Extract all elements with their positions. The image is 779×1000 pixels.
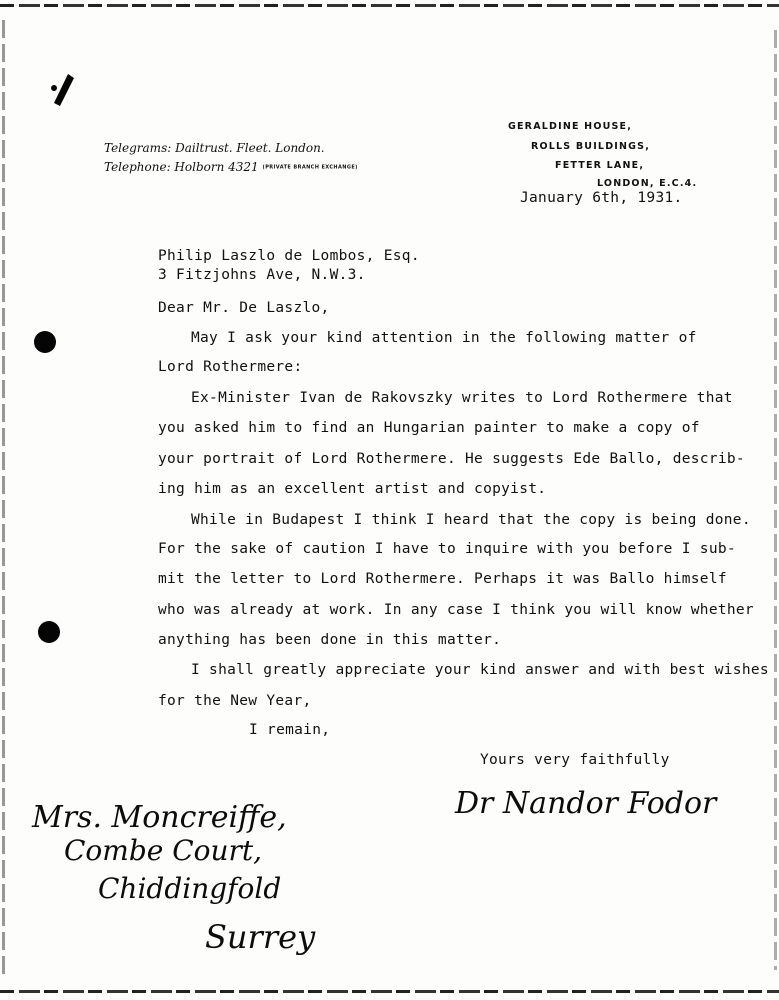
punch-hole-top [34,331,56,353]
signature: Dr Nandor Fodor [455,786,717,821]
letterhead-address-line: LONDON, E.C.4. [597,178,698,189]
recipient-address: 3 Fitzjohns Ave, N.W.3. [158,267,366,283]
body-line: ing him as an excellent artist and copyist. [158,481,547,497]
body-line: Lord Rothermere: [158,359,303,375]
scan-edge-bottom [0,990,779,993]
letterhead-address-line: GERALDINE HOUSE, [508,121,633,132]
body-line: mit the letter to Lord Rothermere. Perhaps it was Ballo himself [158,571,727,587]
scan-edge-right [774,30,777,970]
body-line: For the sake of caution I have to inquire with you before I sub- [158,541,736,557]
salutation: Dear Mr. De Laszlo, [158,300,330,316]
punch-hole-bottom [38,621,60,643]
letterhead-telephone-number: Telephone: Holborn 4321 [104,160,259,174]
body-line: I remain, [249,722,331,738]
handwritten-note-line: Combe Court, [64,834,263,867]
body-line: who was already at work. In any case I think you will know whether [158,602,754,618]
body-line: While in Budapest I think I heard that the copy is being done. [191,512,751,528]
body-line: you asked him to find an Hungarian painter to make a copy of [158,420,700,436]
body-line: your portrait of Lord Rothermere. He suggests Ede Ballo, describ- [158,451,745,467]
ink-mark [46,70,80,110]
letterhead-telephone [104,160,358,174]
letterhead-address-line: ROLLS BUILDINGS, [531,141,651,152]
recipient-name: Philip Laszlo de Lombos, Esq. [158,248,420,264]
letterhead-exchange: (PRIVATE BRANCH EXCHANGE) [262,164,358,171]
body-line: May I ask your kind attention in the following matter of [191,330,697,346]
body-line: I shall greatly appreciate your kind answer and with best wishes [191,662,769,678]
handwritten-note-line: Surrey [205,918,316,956]
letterhead-telegrams: Telegrams: Dailtrust. Fleet. London. [104,141,325,155]
scan-edge-top [0,4,779,7]
letterhead-address-line: FETTER LANE, [555,160,645,171]
body-line: for the New Year, [158,693,312,709]
handwritten-note-line: Chiddingfold [98,872,282,905]
handwritten-note-line: Mrs. Moncreiffe, [32,800,287,835]
closing: Yours very faithfully [480,752,670,768]
body-line: Ex-Minister Ivan de Rakovszky writes to Lord Rothermere that [191,390,733,406]
scan-edge-left [2,20,5,980]
body-line: anything has been done in this matter. [158,632,502,648]
letter-date: January 6th, 1931. [520,190,683,206]
